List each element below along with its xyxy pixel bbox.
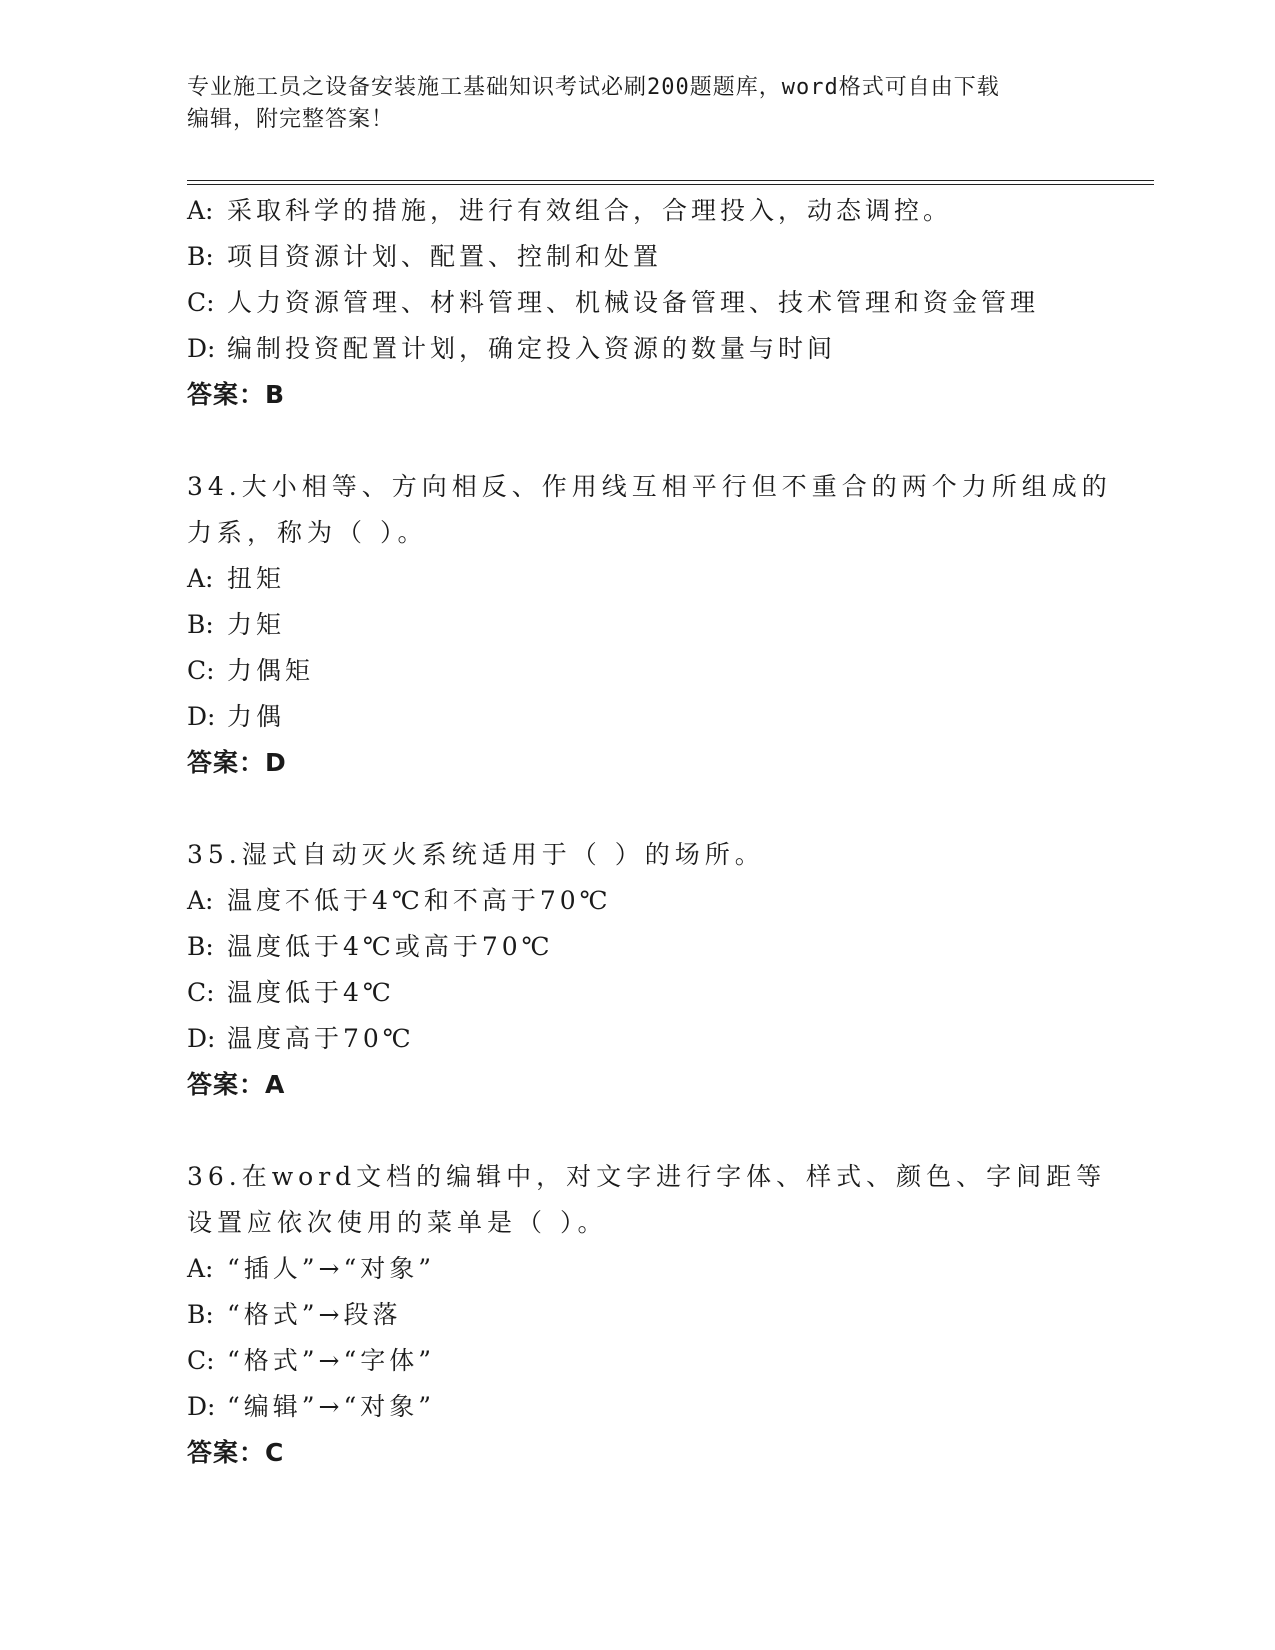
option-text: 人力资源管理、材料管理、机械设备管理、技术管理和资金管理 (227, 288, 1040, 317)
question-stem-line-2: 力系，称为（ ）。 (187, 518, 428, 547)
option-text: “编辑”→“对象” (227, 1392, 436, 1421)
question-36 (187, 1154, 1107, 1476)
option-text: 力偶矩 (227, 656, 315, 685)
option-text: 采取科学的措施，进行有效组合，合理投入，动态调控。 (227, 196, 953, 225)
option-d (187, 1384, 1087, 1430)
option-key: A: (187, 886, 214, 915)
question-stem-line-2: 设置应依次使用的菜单是（ ）。 (187, 1208, 608, 1237)
answer-line: 答案：B (187, 380, 286, 409)
option-key: B: (187, 1300, 214, 1329)
answer-line: 答案：A (187, 1070, 286, 1099)
question-stem-line-1: 35.湿式自动灭火系统适用于（ ）的场所。 (187, 840, 765, 869)
option-key: C: (187, 288, 215, 317)
question-35 (187, 832, 1087, 1108)
option-text: 力偶 (227, 702, 286, 731)
option-text: 扭矩 (227, 564, 286, 593)
option-key: B: (187, 610, 214, 639)
option-a (187, 556, 1087, 602)
answer-line: 答案：D (187, 748, 287, 777)
option-text: “格式”→“字体” (227, 1346, 436, 1375)
option-text: “插人”→“对象” (227, 1254, 436, 1283)
option-b (187, 234, 1087, 280)
question-stem-line-1: 36.在word文档的编辑中，对文字进行字体、样式、颜色、字间距等 (187, 1162, 1107, 1191)
option-key: B: (187, 242, 214, 271)
option-text: 编制投资配置计划，确定投入资源的数量与时间 (227, 334, 837, 363)
option-b (187, 1292, 1087, 1338)
answer-line: 答案：C (187, 1438, 285, 1467)
option-c (187, 970, 1087, 1016)
header-title-line-1: 专业施工员之设备安装施工基础知识考试必刷200题题库，word格式可自由下载 (187, 75, 1000, 100)
question-33-continued (187, 188, 1087, 418)
option-key: C: (187, 978, 215, 1007)
option-d (187, 1016, 1087, 1062)
option-c (187, 1338, 1087, 1384)
option-text: 温度不低于4℃和不高于70℃ (227, 886, 612, 915)
header-title-line-2: 编辑，附完整答案！ (187, 107, 395, 132)
option-key: C: (187, 1346, 215, 1375)
option-text: “格式”→段落 (227, 1300, 402, 1329)
option-key: A: (187, 196, 214, 225)
option-key: A: (187, 1254, 214, 1283)
question-list (187, 188, 1112, 1476)
option-c (187, 280, 1087, 326)
option-c (187, 648, 1087, 694)
question-34 (187, 464, 1112, 786)
option-a (187, 878, 1087, 924)
option-a (187, 188, 1087, 234)
option-text: 温度高于70℃ (227, 1024, 415, 1053)
option-a (187, 1246, 1087, 1292)
option-key: D: (187, 334, 216, 363)
option-text: 温度低于4℃ (227, 978, 395, 1007)
option-text: 力矩 (227, 610, 286, 639)
option-d (187, 694, 1087, 740)
option-key: B: (187, 932, 214, 961)
question-stem-line-1: 34.大小相等、方向相反、作用线互相平行但不重合的两个力所组成的 (187, 472, 1112, 501)
option-text: 项目资源计划、配置、控制和处置 (227, 242, 663, 271)
option-key: A: (187, 564, 214, 593)
option-key: C: (187, 656, 215, 685)
option-d (187, 326, 1087, 372)
option-key: D: (187, 702, 216, 731)
option-text: 温度低于4℃或高于70℃ (227, 932, 554, 961)
header-divider (187, 180, 1154, 185)
option-key: D: (187, 1024, 216, 1053)
option-key: D: (187, 1392, 216, 1421)
page-header (187, 72, 1067, 136)
option-b (187, 602, 1087, 648)
option-b (187, 924, 1087, 970)
